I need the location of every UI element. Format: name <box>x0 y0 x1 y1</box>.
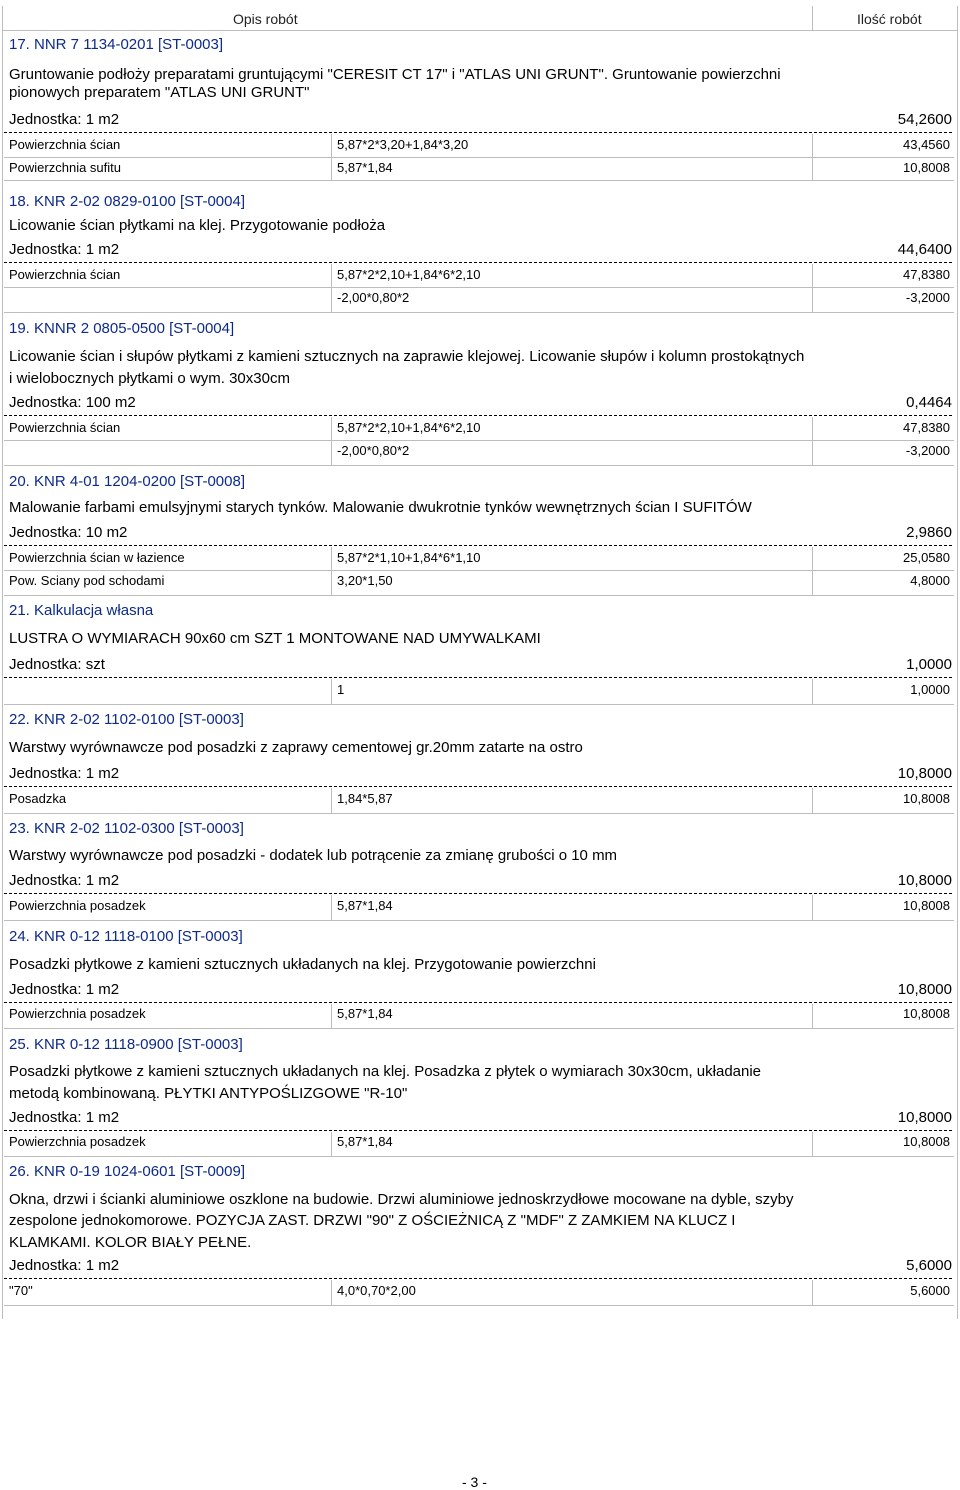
row-divider <box>4 813 954 814</box>
section-title: 24. KNR 0-12 1118-0100 [ST-0003] <box>9 928 243 945</box>
column-divider <box>331 788 332 813</box>
column-divider <box>812 264 813 312</box>
row-divider <box>4 440 954 441</box>
section-total: 54,2600 <box>897 111 952 128</box>
section-description-line: Okna, drzwi i ścianki aluminiowe oszklone na budowie. Drzwi aluminiowe jednoskrzydłowe mocowane na dyble, szyby <box>9 1191 794 1208</box>
row-divider <box>4 920 954 921</box>
row-divider <box>4 287 954 288</box>
measure-row-name: Powierzchnia ścian w łazience <box>9 550 185 565</box>
header-description-column: Opis robót <box>233 11 298 27</box>
section-total: 2,9860 <box>906 524 952 541</box>
section-title: 20. KNR 4-01 1204-0200 [ST-0008] <box>9 473 245 490</box>
page-number: - 3 - <box>462 1474 487 1490</box>
measure-row-formula: 5,87*2*2,10+1,84*6*2,10 <box>337 267 481 282</box>
column-divider <box>812 417 813 465</box>
section-total: 5,6000 <box>906 1257 952 1274</box>
unit-label: Jednostka: 1 m2 <box>9 1257 120 1274</box>
unit-label: Jednostka: 1 m2 <box>9 111 120 128</box>
measure-row-formula: 5,87*1,84 <box>337 1006 393 1021</box>
section-description-line: KLAMKAMI. KOLOR BIAŁY PEŁNE. <box>9 1234 252 1251</box>
unit-label: Jednostka: 1 m2 <box>9 981 120 998</box>
measure-row-value: 25,0580 <box>903 550 950 565</box>
column-divider <box>331 417 332 465</box>
section-title: 18. KNR 2-02 0829-0100 [ST-0004] <box>9 193 245 210</box>
section-description-line: Warstwy wyrównawcze pod posadzki - dodatek lub potrącenie za zmianę grubości o 10 mm <box>9 847 618 864</box>
unit-label: Jednostka: 1 m2 <box>9 1109 120 1126</box>
measure-row-name: "70" <box>9 1283 33 1298</box>
measure-row-name: Pow. Sciany pod schodami <box>9 573 165 588</box>
measure-row-formula: 5,87*1,84 <box>337 898 393 913</box>
row-divider <box>4 180 954 181</box>
measure-row-formula: 5,87*1,84 <box>337 160 393 175</box>
header-bottom-line <box>2 30 957 31</box>
section-title: 19. KNNR 2 0805-0500 [ST-0004] <box>9 320 235 337</box>
measure-row-name: Powierzchnia ścian <box>9 137 121 152</box>
section-total: 0,4464 <box>906 394 952 411</box>
column-divider <box>331 679 332 704</box>
measure-row-value: 1,0000 <box>910 682 950 697</box>
unit-label: Jednostka: 10 m2 <box>9 524 128 541</box>
measure-row-name: Powierzchnia posadzek <box>9 1006 146 1021</box>
section-description-line: Warstwy wyrównawcze pod posadzki z zaprawy cementowej gr.20mm zatarte na ostro <box>9 739 583 756</box>
section-description-line: i wielobocznych płytkami o wym. 30x30cm <box>9 370 290 387</box>
dashed-separator <box>4 415 952 416</box>
row-divider <box>4 157 954 158</box>
section-title: 25. KNR 0-12 1118-0900 [ST-0003] <box>9 1036 243 1053</box>
column-divider <box>812 1280 813 1305</box>
measure-row-formula: -2,00*0,80*2 <box>337 290 410 305</box>
row-divider <box>4 570 954 571</box>
measure-row-formula: 5,87*2*2,10+1,84*6*2,10 <box>337 420 481 435</box>
measure-row-formula: 4,0*0,70*2,00 <box>337 1283 416 1298</box>
measure-row-name: Powierzchnia posadzek <box>9 898 146 913</box>
column-divider <box>812 1004 813 1028</box>
row-divider <box>4 595 954 596</box>
measure-row-value: -3,2000 <box>905 443 950 458</box>
measure-row-name: Powierzchnia posadzek <box>9 1134 146 1149</box>
measure-row-formula: 1 <box>337 682 345 697</box>
measure-row-formula: 5,87*2*3,20+1,84*3,20 <box>337 137 469 152</box>
measure-row-name: Powierzchnia ścian <box>9 420 121 435</box>
measure-row-value: 43,4560 <box>903 137 950 152</box>
dashed-separator <box>4 1002 952 1003</box>
measure-row-value: 5,6000 <box>910 1283 950 1298</box>
section-description-line: Posadzki płytkowe z kamieni sztucznych układanych na klej. Posadzka z płytek o wymiarach 30x30cm, układanie <box>9 1063 762 1080</box>
measure-row-value: 47,8380 <box>903 420 950 435</box>
column-divider <box>812 895 813 920</box>
column-divider <box>331 264 332 312</box>
column-divider <box>812 679 813 704</box>
row-divider <box>4 312 954 313</box>
measure-row-value: 10,8008 <box>903 898 950 913</box>
section-description-line: Licowanie ścian płytkami na klej. Przygotowanie podłoża <box>9 217 386 234</box>
section-title: 22. KNR 2-02 1102-0100 [ST-0003] <box>9 711 244 728</box>
dashed-separator <box>4 1278 952 1279</box>
row-divider <box>4 1156 954 1157</box>
header-divider <box>812 6 813 31</box>
column-divider <box>812 1132 813 1156</box>
column-divider <box>331 895 332 920</box>
section-description-line: Posadzki płytkowe z kamieni sztucznych układanych na klej. Przygotowanie powierzchni <box>9 956 596 973</box>
unit-label: Jednostka: szt <box>9 656 105 673</box>
measure-row-formula: 1,84*5,87 <box>337 791 393 806</box>
row-divider <box>4 1305 954 1306</box>
section-description-line: Malowanie farbami emulsyjnymi starych tynków. Malowanie dwukrotnie tynków wewnętrznych ścian I SUFITÓW <box>9 499 752 516</box>
measure-row-name: Powierzchnia ścian <box>9 267 121 282</box>
measure-row-formula: -2,00*0,80*2 <box>337 443 410 458</box>
column-divider <box>812 788 813 813</box>
section-title: 21. Kalkulacja własna <box>9 602 154 619</box>
measure-row-formula: 5,87*1,84 <box>337 1134 393 1149</box>
section-description-line: pionowych preparatem "ATLAS UNI GRUNT" <box>9 84 310 101</box>
measure-row-value: 10,8008 <box>903 791 950 806</box>
section-title: 17. NNR 7 1134-0201 [ST-0003] <box>9 36 224 53</box>
section-total: 10,8000 <box>897 1109 952 1126</box>
section-title: 26. KNR 0-19 1024-0601 [ST-0009] <box>9 1163 245 1180</box>
unit-label: Jednostka: 1 m2 <box>9 241 120 258</box>
section-description-line: metodą kombinowaną. PŁYTKI ANTYPOŚLIZGOWE "R-10" <box>9 1085 408 1102</box>
column-divider <box>331 547 332 595</box>
measure-row-name: Powierzchnia sufitu <box>9 160 121 175</box>
dashed-separator <box>4 677 952 678</box>
measure-row-value: 10,8008 <box>903 160 950 175</box>
section-total: 10,8000 <box>897 981 952 998</box>
dashed-separator <box>4 786 952 787</box>
section-total: 10,8000 <box>897 872 952 889</box>
section-description-line: LUSTRA O WYMIARACH 90x60 cm SZT 1 MONTOWANE NAD UMYWALKAMI <box>9 630 541 647</box>
section-total: 1,0000 <box>906 656 952 673</box>
dashed-separator <box>4 132 952 133</box>
measure-row-formula: 3,20*1,50 <box>337 573 393 588</box>
row-divider <box>4 465 954 466</box>
measure-row-value: 10,8008 <box>903 1134 950 1149</box>
dashed-separator <box>4 893 952 894</box>
dashed-separator <box>4 1130 952 1131</box>
section-total: 44,6400 <box>897 241 952 258</box>
section-title: 23. KNR 2-02 1102-0300 [ST-0003] <box>9 820 244 837</box>
measure-row-value: 4,8000 <box>910 573 950 588</box>
unit-label: Jednostka: 1 m2 <box>9 765 120 782</box>
dashed-separator <box>4 545 952 546</box>
measure-row-value: 10,8008 <box>903 1006 950 1021</box>
row-divider <box>4 1028 954 1029</box>
section-total: 10,8000 <box>897 765 952 782</box>
measure-row-value: 47,8380 <box>903 267 950 282</box>
unit-label: Jednostka: 100 m2 <box>9 394 136 411</box>
measure-row-name: Posadzka <box>9 791 67 806</box>
measure-row-value: -3,2000 <box>905 290 950 305</box>
column-divider <box>331 1004 332 1028</box>
dashed-separator <box>4 262 952 263</box>
column-divider <box>812 547 813 595</box>
section-description-line: zespolone jednokomorowe. POZYCJA ZAST. DRZWI "90" Z OŚCIEŻNICĄ Z "MDF" Z ZAMKIEM NA KLUCZ I <box>9 1212 736 1229</box>
unit-label: Jednostka: 1 m2 <box>9 872 120 889</box>
measure-row-formula: 5,87*2*1,10+1,84*6*1,10 <box>337 550 481 565</box>
column-divider <box>331 1280 332 1305</box>
header-quantity-column: Ilość robót <box>857 11 922 27</box>
column-divider <box>331 1132 332 1156</box>
row-divider <box>4 704 954 705</box>
section-description-line: Gruntowanie podłoży preparatami gruntującymi "CERESIT CT 17" i "ATLAS UNI GRUNT". Gruntowanie powierzchni <box>9 66 781 83</box>
section-description-line: Licowanie ścian i słupów płytkami z kamieni sztucznych na zaprawie klejowej. Licowanie słupów i kolumn prostokątnych <box>9 348 805 365</box>
